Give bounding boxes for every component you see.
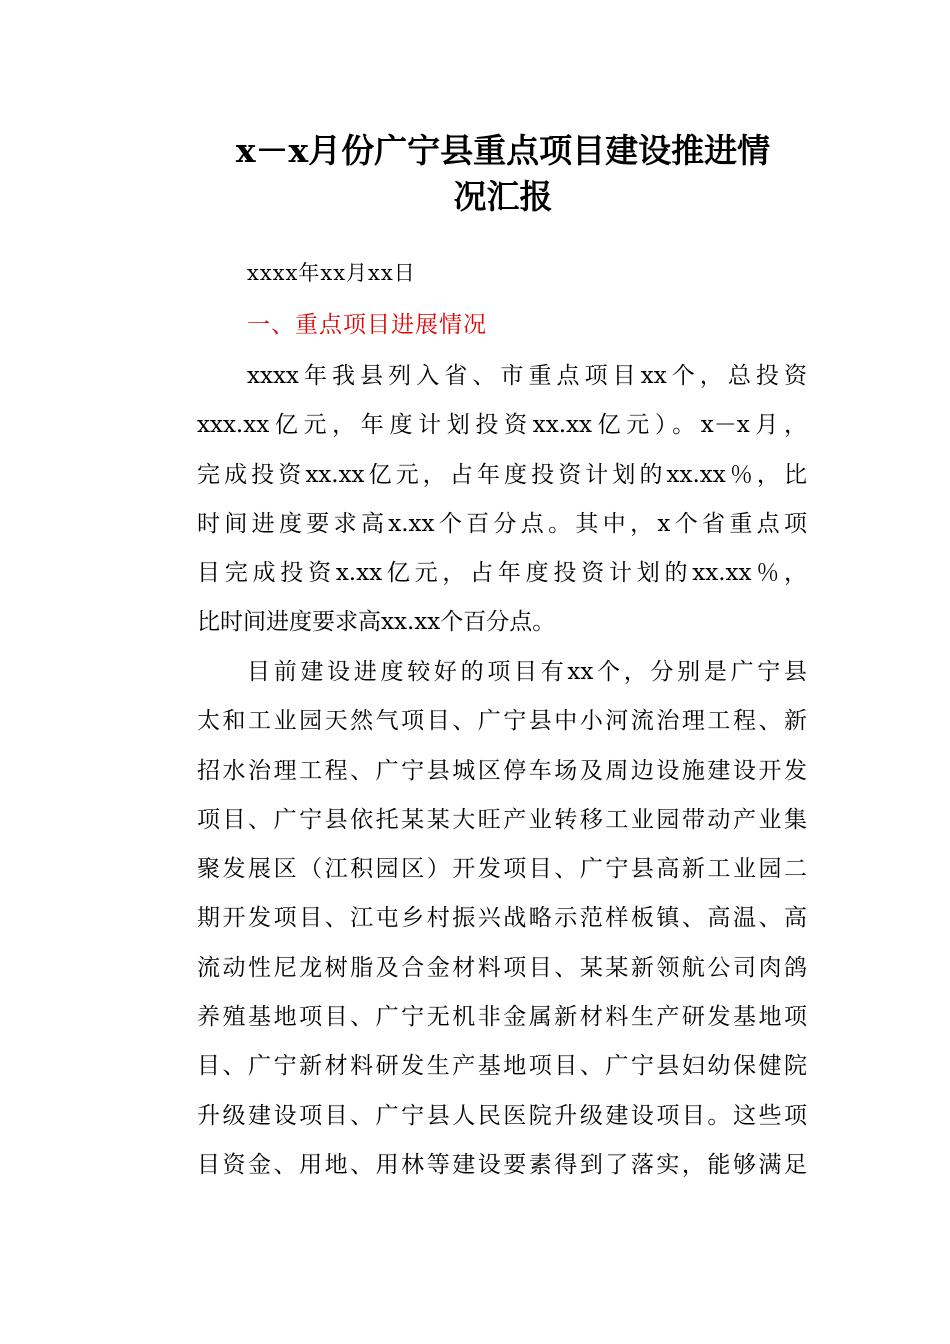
paragraph-1	[197, 352, 807, 648]
document-date: xxxx年xx月xx日	[247, 261, 416, 285]
text-line: 完成投资xx.xx亿元，占年度投资计划的xx.xx％，比	[197, 461, 807, 488]
text-line: 流动性尼龙树脂及合金材料项目、某某新领航公司肉鸽	[197, 954, 807, 981]
document-title	[198, 128, 808, 220]
text-line: 招水治理工程、广宁县城区停车场及周边设施建设开发	[197, 757, 807, 784]
text-line: 太和工业园天然气项目、广宁县中小河流治理工程、新	[197, 708, 807, 735]
paragraph-2	[197, 648, 807, 1190]
text-line: 目、广宁新材料研发生产基地项目、广宁县妇幼保健院	[197, 1053, 807, 1080]
text-line: 比时间进度要求高xx.xx个百分点。	[197, 609, 556, 636]
text-line: 时间进度要求高x.xx个百分点。其中，x个省重点项	[197, 510, 807, 537]
text-line: 目前建设进度较好的项目有xx个，分别是广宁县	[247, 659, 807, 685]
text-line: 期开发项目、江屯乡村振兴战略示范样板镇、高温、高	[197, 905, 807, 932]
text-line: 养殖基地项目、广宁无机非金属新材料生产研发基地项	[197, 1004, 807, 1031]
section-heading: 一、重点项目进展情况	[247, 312, 487, 338]
text-line: 目资金、用地、用林等建设要素得到了落实，能够满足	[197, 1151, 807, 1178]
text-line: 升级建设项目、广宁县人民医院升级建设项目。这些项	[197, 1102, 807, 1129]
text-line: 项目、广宁县依托某某大旺产业转移工业园带动产业集	[197, 806, 807, 833]
text-line: 目完成投资x.xx亿元，占年度投资计划的xx.xx％，	[197, 560, 807, 587]
text-line: xxx.xx亿元，年度计划投资xx.xx亿元）。x－x月，	[197, 412, 807, 439]
title-line: 况汇报	[453, 177, 553, 216]
text-line: xxxx年我县列入省、市重点项目xx个，总投资	[247, 363, 807, 389]
title-line: x－x月份广宁县重点项目建设推进情	[235, 131, 771, 170]
text-line: 聚发展区（江积园区）开发项目、广宁县高新工业园二	[197, 856, 807, 883]
